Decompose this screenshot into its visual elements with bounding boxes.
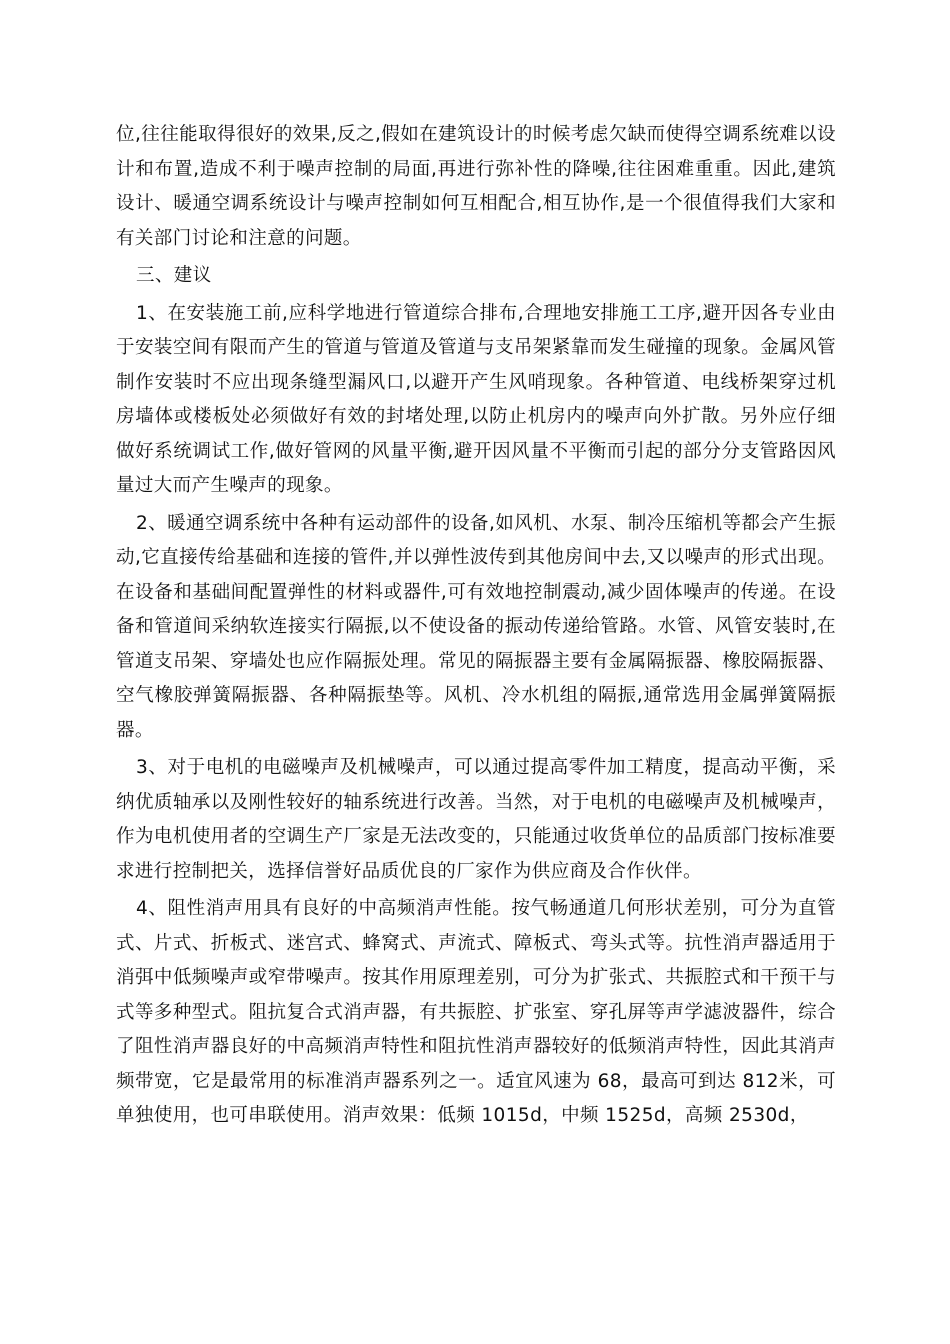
paragraph-suggestion-3: 3、对于电机的电磁噪声及机械噪声，可以通过提高零件加工精度，提高动平衡，采纳优质轴承以及刚性较好的轴系统进行改善。当然，对于电机的电磁噪声及机械噪声，作为电机使用者的空调生产厂家是无法改变的，只能通过收货单位的品质部门按标准要求进行控制把关，选择信誉好品质优良的厂家作为供应商及合作伙伴。 — [116, 757, 836, 882]
paragraph-suggestion-1: 1、在安装施工前,应科学地进行管道综合排布,合理地安排施工工序,避开因各专业由于安装空间有限而产生的管道与管道及管道与支吊架紧靠而发生碰撞的现象。金属风管制作安装时不应出现条缝型漏风口,以避开产生风哨现象。各种管道、电线桥架穿过机房墙体或楼板处必须做好有效的封堵处理,以防止机房内的噪声向外扩散。另外应仔细做好系统调试工作,做好管网的风量平衡,避开因风量不平衡而引起的部分分支管路因风量过大而产生噪声的现象。 — [116, 302, 836, 496]
document-body — [116, 118, 836, 1137]
paragraph-suggestion-4: 4、阻性消声用具有良好的中高频消声性能。按气畅通道几何形状差别，可分为直管式、片式、折板式、迷宫式、蜂窝式、声流式、障板式、弯头式等。抗性消声器适用于消弭中低频噪声或窄带噪声。按其作用原理差别，可分为扩张式、共振腔式和干预干与式等多种型式。阻抗复合式消声器，有共振腔、扩张室、穿孔屏等声学滤波器件，综合了阻性消声器良好的中高频消声特性和阻抗性消声器较好的低频消声特性，因此其消声频带宽，它是最常用的标准消声器系列之一。适宜风速为 68，最高可到达 812米，可单独使用，也可串联使用。消声效果：低频 1015d，中频 1525d，高频 2530d， — [116, 898, 836, 1126]
section-heading-suggestions: 三、建议 — [136, 265, 212, 286]
paragraph-suggestion-2: 2、暖通空调系统中各种有运动部件的设备,如风机、水泵、制冷压缩机等都会产生振动,它直接传给基础和连接的管件,并以弹性波传到其他房间中去,又以噪声的形式出现。在设备和基础间配置弹性的材料或器件,可有效地控制震动,减少固体噪声的传递。在设备和管道间采纳软连接实行隔振,以不使设备的振动传递给管路。水管、风管安装时,在管道支吊架、穿墙处也应作隔振处理。常见的隔振器主要有金属隔振器、橡胶隔振器、空气橡胶弹簧隔振器、各种隔振垫等。风机、冷水机组的隔振,通常选用金属弹簧隔振器。 — [116, 512, 836, 741]
paragraph-continuation: 位,往往能取得很好的效果,反之,假如在建筑设计的时候考虑欠缺而使得空调系统难以设计和布置,造成不利于噪声控制的局面,再进行弥补性的降噪,往往困难重重。因此,建筑设计、暖通空调系统设计与噪声控制如何互相配合,相互协作,是一个很值得我们大家和有关部门讨论和注意的问题。 — [116, 124, 836, 249]
